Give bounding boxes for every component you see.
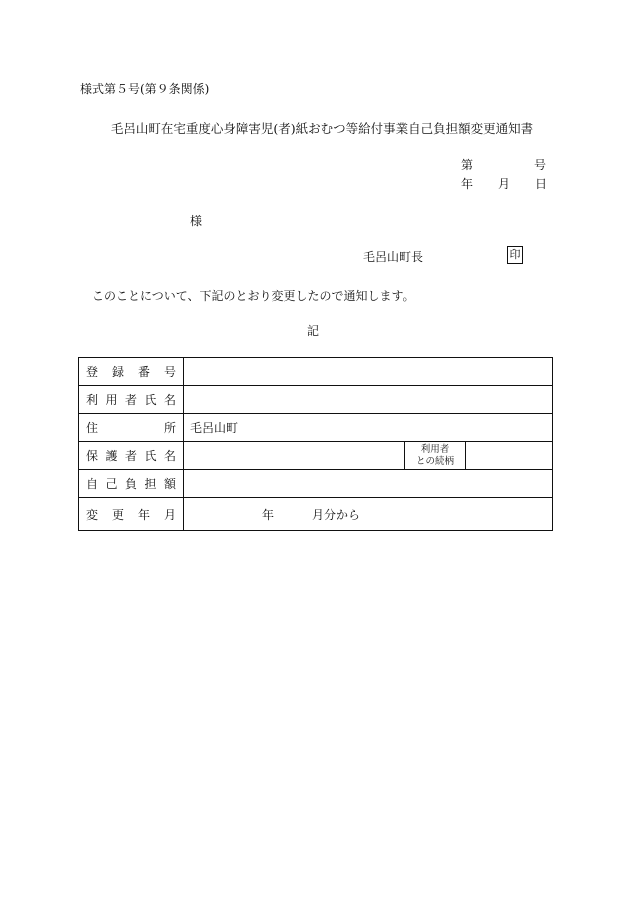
table-row-change-date (79, 498, 553, 531)
date-day-label: 日 (535, 177, 548, 191)
self-pay-label: 自己負担額 (79, 470, 184, 498)
address-field: 毛呂山町 (184, 414, 553, 442)
address-label: 住所 (79, 414, 184, 442)
relationship-label (405, 442, 466, 470)
date-year-label: 年 (461, 177, 474, 191)
guardian-name-field (184, 442, 405, 470)
table-row-user-name (79, 386, 553, 414)
table-row-guardian (79, 442, 553, 470)
seal-mark: 印 (507, 246, 523, 264)
change-year-label: 年 (262, 507, 275, 522)
table-row-registration-number (79, 358, 553, 386)
notice-body-text: このことについて、下記のとおり変更したので通知します。 (92, 289, 415, 303)
user-name-field (184, 386, 553, 414)
relationship-label-line1: 利用者 (420, 443, 450, 455)
date-month-label: 月 (498, 177, 511, 191)
document-title: 毛呂山町在宅重度心身障害児(者)紙おむつ等給付事業自己負担額変更通知書 (110, 121, 534, 136)
document-number-prefix: 第 (461, 158, 474, 172)
table-row-self-pay (79, 470, 553, 498)
user-name-label: 利用者氏名 (79, 386, 184, 414)
recipient-honorific: 様 (190, 214, 203, 228)
guardian-name-label: 保護者氏名 (79, 442, 184, 470)
registration-number-field (184, 358, 553, 386)
detail-table (78, 357, 553, 531)
record-heading: 記 (307, 324, 320, 338)
relationship-field (466, 442, 553, 470)
relationship-label-line2: との続柄 (415, 455, 454, 467)
change-month-label: 月分から (312, 507, 361, 522)
change-date-field (184, 498, 553, 531)
issuer-name: 毛呂山町長 (363, 250, 424, 264)
registration-number-label: 登録番号 (79, 358, 184, 386)
form-number-label: 様式第５号(第９条関係) (80, 82, 210, 96)
change-date-label: 変更年月 (79, 498, 184, 531)
table-row-address (79, 414, 553, 442)
document-number-suffix: 号 (534, 158, 547, 172)
self-pay-field (184, 470, 553, 498)
